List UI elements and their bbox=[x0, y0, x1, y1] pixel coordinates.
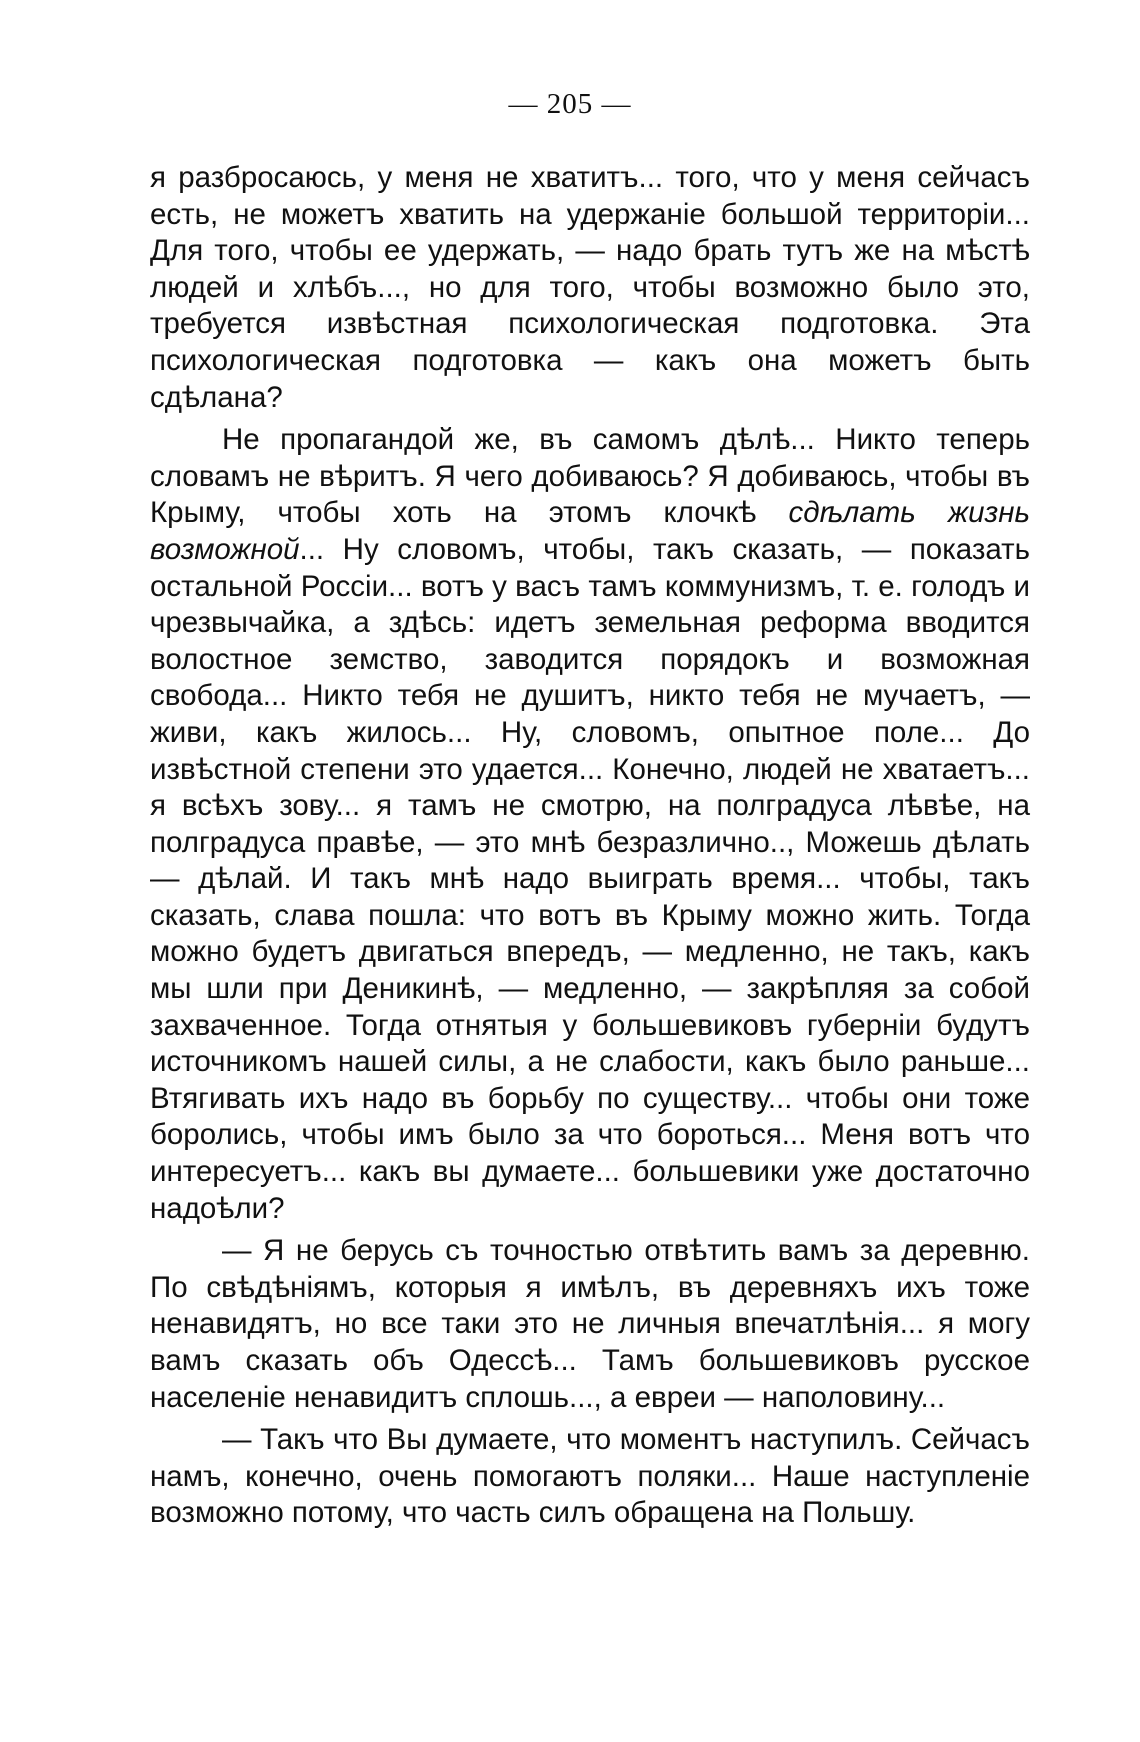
paragraph-1: я разбросаюсь, у меня не хватитъ... того, что у меня сейчасъ есть, не можетъ хватить на удержаніе большой территоріи... Для того, чтобы ее удержать, — надо брать тутъ же на мѣстѣ людей и хлѣбъ..., но для того, чтобы возможно было это, требуется извѣстная психологическая подготовка. Эта психологическая подготовка — какъ она можетъ быть сдѣлана? bbox=[150, 161, 1030, 414]
paragraph-2-start: Не пропагандой же, въ самомъ дѣлѣ... Никто теперь словамъ не вѣритъ. Я чего добиваюсь? Я добиваюсь, чтобы въ Крыму, чтобы хоть на этомъ клочкѣ bbox=[150, 423, 1030, 530]
paragraph-2 bbox=[150, 422, 1030, 1227]
paragraph-4: — Такъ что Вы думаете, что моментъ наступилъ. Сейчасъ намъ, конечно, очень помогаютъ поляки... Наше наступленіе возможно потому, что часть силъ обращена на Польшу. bbox=[150, 1423, 1030, 1530]
paragraph-2-emphasis: сдѣлать жизнь возможной bbox=[150, 496, 1030, 566]
paragraph-3: — Я не берусь съ точностью отвѣтить вамъ за деревню. По свѣдѣніямъ, которыя я имѣлъ, въ деревняхъ ихъ тоже ненавидятъ, но все таки это не личныя впечатлѣнія... я могу вамъ сказать объ Одессѣ... Тамъ большевиковъ русское населеніе ненавидитъ сплошь..., а евреи — наполовину... bbox=[150, 1234, 1030, 1414]
page-number: — 205 — bbox=[508, 88, 632, 120]
body-text bbox=[150, 160, 1030, 1538]
paragraph-2-end: ... Ну словомъ, чтобы, такъ сказать, — показать остальной Россіи... вотъ у васъ тамъ коммунизмъ, т. е. голодъ и чрезвычайка, а здѣсь: идетъ земельная реформа вводится волостное земство, заводится порядокъ и возможная свобода... Никто тебя не душитъ, никто тебя не мучаетъ, — живи, какъ жилось... Ну, словомъ, опытное поле... До извѣстной степени это удается... Конечно, людей не хватаетъ... я всѣхъ зову... я тамъ не смотрю, на полградуса лѣвѣе, на полградуса правѣе, — это мнѣ безразлично.., Можешь дѣлать — дѣлай. И такъ мнѣ надо выиграть время... чтобы, такъ сказать, слава пошла: что вотъ въ Крыму можно жить. Тогда можно будетъ двигаться впередъ, — медленно, не такъ, какъ мы шли при Деникинѣ, — медленно, — закрѣпляя за собой захваченное. Тогда отнятыя у большевиковъ губерніи будутъ источникомъ нашей силы, а не слабости, какъ было раньше... Втягивать ихъ надо въ борьбу по существу... чтобы они тоже боролись, чтобы имъ было за что бороться... Меня вотъ что интересуетъ... какъ вы думаете... большевики уже достаточно надоѣли? bbox=[150, 532, 1030, 1225]
